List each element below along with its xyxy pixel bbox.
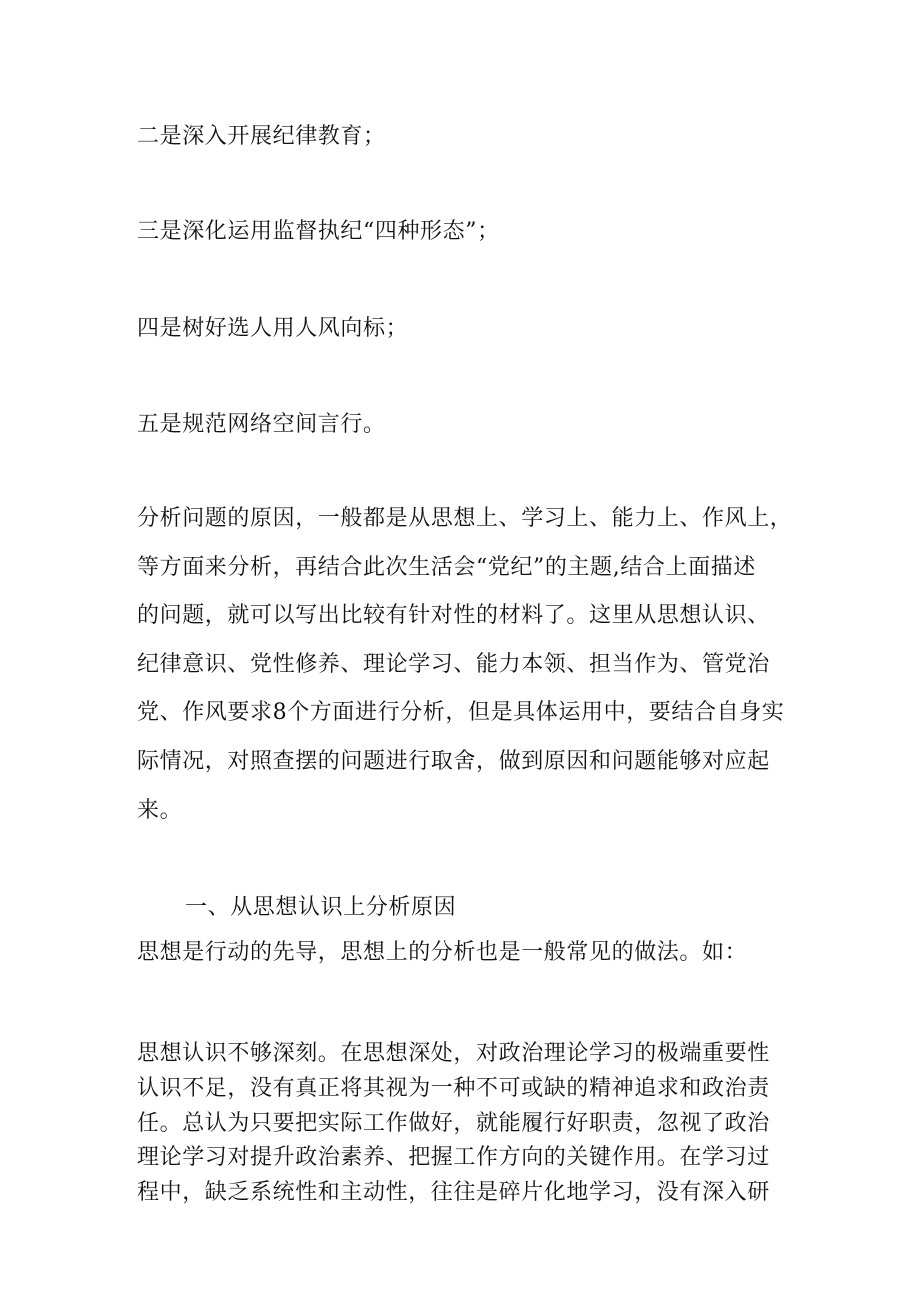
paragraph-line: 思想认识不够深刻。在思想深处，对政治理论学习的极端重要性 (137, 1041, 770, 1066)
list-item-personnel-selection: 四是树好选人用人风向标； (137, 316, 409, 341)
paragraph-line: 党、作风要求8个方面进行分析，但是具体运用中，要结合自身实 (137, 700, 785, 726)
list-item-discipline-education: 二是深入开展纪律教育； (137, 124, 386, 149)
paragraph-line: 等方面来分析，再结合此次生活会“党纪”的主题,结合上面描述 (137, 554, 756, 580)
paragraph-line: 理论学习对提升政治素养、把握工作方向的关键作用。在学习过 (137, 1145, 770, 1171)
paragraph-line: 际情况，对照查摆的问题进行取舍，做到原因和问题能够对应起 (137, 748, 770, 774)
paragraph-line: 程中，缺乏系统性和主动性，往往是碎片化地学习，没有深入研 (137, 1180, 770, 1206)
list-item-four-forms: 三是深化运用监督执纪“四种形态”； (137, 219, 500, 244)
paragraph-line: 的问题，就可以写出比较有针对性的材料了。这里从思想认识、 (137, 603, 770, 629)
paragraph-line: 任。总认为只要把实际工作做好，就能履行好职责，忽视了政治 (137, 1110, 770, 1136)
paragraph-line: 分析问题的原因，一般都是从思想上、学习上、能力上、作风上， (137, 506, 793, 531)
section-heading: 一、从思想认识上分析原因 (185, 895, 457, 920)
detail-paragraph (137, 1037, 797, 1211)
intro-line: 思想是行动的先导，思想上的分析也是一般常见的做法。如： (137, 940, 748, 965)
paragraph-line: 认识不足，没有真正将其视为一种不可或缺的精神追求和政治责 (137, 1075, 770, 1101)
paragraph-line: 来。 (137, 797, 183, 823)
paragraph-line: 纪律意识、党性修养、理论学习、能力本领、担当作为、管党治 (137, 651, 770, 677)
list-item-online-conduct: 五是规范网络空间言行。 (137, 412, 386, 437)
analysis-paragraph (137, 495, 797, 835)
